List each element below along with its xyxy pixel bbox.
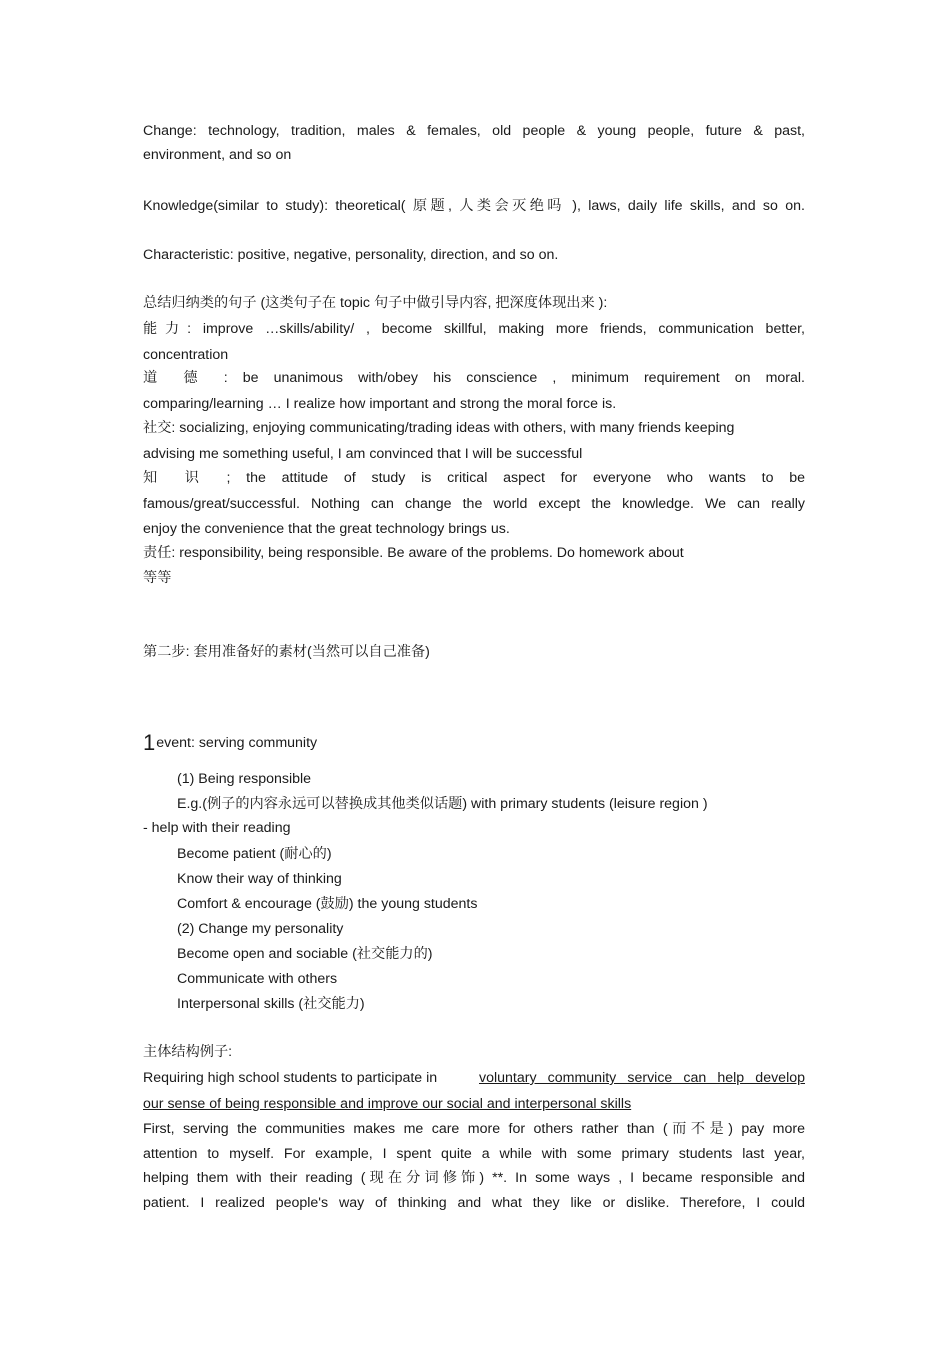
summary-heading: 总结归纳类的句子 (这类句子在 topic 句子中做引导内容, 把深度体现出来 ): bbox=[143, 295, 608, 311]
knowledge2-line-2: famous/great/successful. Nothing can change the world except the knowledge. We can really bbox=[143, 496, 805, 512]
knowledge-line: Knowledge(similar to study): theoretical( 原题, 人类会灭绝吗 ), laws, daily life skills, and so on. bbox=[143, 198, 805, 214]
morality-line-1: 道 德 : be unanimous with/obey his conscience , minimum requirement on moral. bbox=[143, 370, 805, 386]
responsibility-line: 责任: responsibility, being responsible. Be aware of the problems. Do homework about bbox=[143, 545, 684, 561]
ability-line-2: concentration bbox=[143, 347, 229, 363]
event-item: (2) Change my personality bbox=[177, 921, 344, 937]
event-item: - help with their reading bbox=[143, 820, 291, 836]
event-item: Communicate with others bbox=[177, 971, 338, 987]
change-line-1: Change: technology, tradition, males & females, old people & young people, future & past, bbox=[143, 123, 805, 139]
event-item: Comfort & encourage (鼓励) the young students bbox=[177, 896, 478, 912]
body-line: First, serving the communities makes me care more for others rather than (而不是) pay more bbox=[143, 1121, 805, 1137]
ability-line-1: 能力: improve …skills/ability/ , become skillful, making more friends, communication better, bbox=[143, 321, 805, 337]
event-item: E.g.(例子的内容永远可以替换成其他类似话题) with primary students (leisure region ) bbox=[177, 796, 708, 812]
body-line: attention to myself. For example, I spent quite a while with some primary students last year, bbox=[143, 1146, 805, 1162]
event-item: Become open and sociable (社交能力的) bbox=[177, 946, 433, 962]
event-item: Know their way of thinking bbox=[177, 871, 342, 887]
knowledge2-line-3: enjoy the convenience that the great technology brings us. bbox=[143, 521, 510, 537]
body-line: patient. I realized people's way of thinking and what they like or dislike. Therefore, I could bbox=[143, 1195, 805, 1211]
etc-line: 等等 bbox=[143, 570, 172, 586]
change-line-2: environment, and so on bbox=[143, 147, 292, 163]
knowledge2-line-1: 知 识 ; the attitude of study is critical aspect for everyone who wants to be bbox=[143, 470, 805, 486]
main-line-2-underlined: our sense of being responsible and improve our social and interpersonal skills bbox=[143, 1096, 632, 1112]
morality-line-2: comparing/learning … I realize how important and strong the moral force is. bbox=[143, 396, 617, 412]
main-line-1-underlined: voluntary community service can help develop bbox=[479, 1070, 805, 1086]
event-item: Become patient (耐心的) bbox=[177, 846, 332, 862]
main-line-1 bbox=[143, 1069, 805, 1087]
event-heading bbox=[143, 730, 805, 755]
event-title: event: serving community bbox=[156, 735, 318, 751]
main-line-1-prefix: Requiring high school students to participate in bbox=[143, 1070, 438, 1086]
step-two-heading: 第二步: 套用准备好的素材(当然可以自己准备) bbox=[143, 644, 430, 660]
event-item: Interpersonal skills (社交能力) bbox=[177, 996, 365, 1012]
event-number: 1 bbox=[143, 730, 156, 755]
event-item: (1) Being responsible bbox=[177, 771, 312, 787]
main-structure-heading: 主体结构例子: bbox=[143, 1044, 233, 1060]
social-line-1: 社交: socializing, enjoying communicating/trading ideas with others, with many friends keeping bbox=[143, 420, 735, 436]
social-line-2: advising me something useful, I am convinced that I will be successful bbox=[143, 446, 583, 462]
body-line: helping them with their reading (现在分词修饰) **. In some ways , I became responsible and bbox=[143, 1170, 805, 1186]
characteristic-line: Characteristic: positive, negative, personality, direction, and so on. bbox=[143, 247, 559, 263]
